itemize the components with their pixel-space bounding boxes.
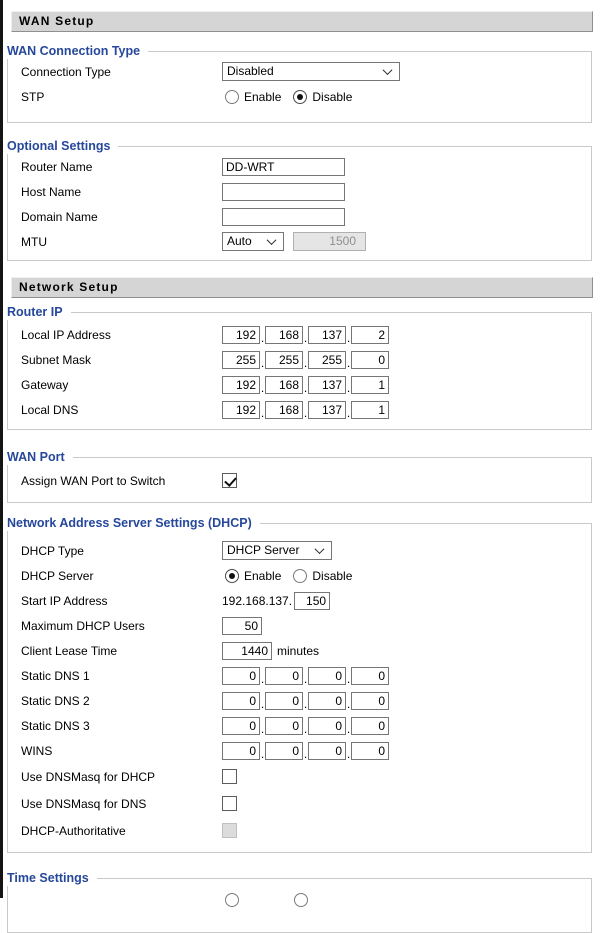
octet-separator: .	[303, 696, 308, 711]
octet-separator: .	[303, 380, 308, 395]
field-label: DHCP Server	[21, 568, 94, 583]
field-label: Connection Type	[21, 64, 111, 79]
ip-octet-input[interactable]	[308, 667, 346, 685]
ip-octet-input[interactable]	[308, 401, 346, 419]
ip-octet-input[interactable]	[222, 692, 260, 710]
ip-octet-input[interactable]	[222, 667, 260, 685]
field-row-static-dns-1	[8, 663, 591, 688]
field-row-dnsmasq-dhcp	[8, 763, 591, 790]
octet-separator: .	[303, 330, 308, 345]
field-label: Client Lease Time	[21, 643, 118, 658]
field-label: Maximum DHCP Users	[21, 618, 145, 633]
octet-separator: .	[346, 721, 351, 736]
field-row-mtu	[8, 229, 591, 254]
field-row-domain-name	[8, 204, 591, 229]
dhcp-server-disable-radio[interactable]	[293, 569, 307, 583]
octet-separator: .	[260, 355, 265, 370]
ip-octet-input[interactable]	[265, 326, 303, 344]
field-row-time-partial	[8, 887, 591, 912]
ip-octet-input[interactable]	[265, 742, 303, 760]
select-value: Disabled	[227, 64, 274, 78]
field-row-dhcp-server	[8, 563, 591, 588]
ip-octet-input[interactable]	[265, 376, 303, 394]
dhcp-type-select[interactable]	[222, 541, 332, 560]
ip-octet-input[interactable]	[265, 351, 303, 369]
ip-octet-input[interactable]	[351, 351, 389, 369]
field-row-local-ip	[8, 322, 591, 347]
octet-separator: .	[346, 671, 351, 686]
field-label: Host Name	[21, 184, 82, 199]
ip-octet-input[interactable]	[351, 401, 389, 419]
chevron-down-icon	[268, 238, 275, 245]
radio-label: Disable	[312, 89, 353, 104]
field-label: Static DNS 3	[21, 718, 90, 733]
lease-unit-label: minutes	[277, 643, 320, 658]
group-legend: Router IP	[7, 305, 71, 320]
section-header-wan-setup: WAN Setup	[11, 11, 593, 32]
ip-octet-input[interactable]	[265, 692, 303, 710]
field-row-assign-wan-port	[8, 468, 591, 493]
field-row-router-name	[8, 154, 591, 179]
octet-separator: .	[260, 721, 265, 736]
stp-enable-radio[interactable]	[225, 90, 239, 104]
field-row-stp	[8, 84, 591, 109]
field-label: Local IP Address	[21, 327, 111, 342]
field-label: Assign WAN Port to Switch	[21, 473, 166, 488]
section-header-network-setup: Network Setup	[11, 277, 593, 298]
ip-octet-input[interactable]	[265, 401, 303, 419]
group-wan-connection-type	[7, 44, 592, 123]
dhcp-server-enable-radio[interactable]	[225, 569, 239, 583]
octet-separator: .	[346, 746, 351, 761]
field-row-wins	[8, 738, 591, 763]
field-label: Router Name	[21, 159, 93, 174]
mtu-select[interactable]	[222, 232, 284, 251]
mtu-value-input: 1500	[293, 232, 366, 251]
field-label: DHCP Type	[21, 543, 84, 558]
field-row-dhcp-authoritative	[8, 817, 591, 844]
field-row-connection-type	[8, 59, 591, 84]
octet-separator: .	[303, 746, 308, 761]
field-label: Use DNSMasq for DNS	[21, 796, 147, 811]
octet-separator: .	[346, 405, 351, 420]
octet-separator: .	[303, 355, 308, 370]
group-legend: Optional Settings	[7, 139, 118, 154]
octet-separator: .	[260, 405, 265, 420]
field-row-dnsmasq-dns	[8, 790, 591, 817]
octet-separator: .	[260, 671, 265, 686]
field-label: Static DNS 1	[21, 668, 90, 683]
field-label: DHCP-Authoritative	[21, 823, 126, 838]
radio-label: Disable	[312, 568, 353, 583]
ip-octet-input[interactable]	[351, 667, 389, 685]
octet-separator: .	[303, 721, 308, 736]
field-label: Use DNSMasq for DHCP	[21, 769, 156, 784]
ip-octet-input[interactable]	[351, 692, 389, 710]
stp-radio-group	[225, 90, 364, 104]
ip-octet-input[interactable]	[351, 326, 389, 344]
group-wan-port	[7, 450, 592, 503]
dhcp-server-radio-group	[225, 569, 364, 583]
octet-separator: .	[260, 746, 265, 761]
octet-separator: .	[346, 696, 351, 711]
group-optional-settings	[7, 139, 592, 261]
field-row-dhcp-type	[8, 538, 591, 563]
dnsmasq-dhcp-checkbox[interactable]	[222, 769, 237, 784]
field-row-host-name	[8, 179, 591, 204]
field-row-start-ip	[8, 588, 591, 613]
group-router-ip	[7, 305, 592, 430]
chevron-down-icon	[316, 547, 323, 554]
ip-octet-input[interactable]	[308, 692, 346, 710]
client-lease-time-input[interactable]	[222, 642, 272, 660]
stp-disable-radio[interactable]	[293, 90, 307, 104]
ip-octet-input[interactable]	[351, 717, 389, 735]
dnsmasq-dns-checkbox[interactable]	[222, 796, 237, 811]
octet-separator: .	[346, 355, 351, 370]
field-row-gateway	[8, 372, 591, 397]
dhcp-authoritative-checkbox	[222, 823, 237, 838]
field-label: Gateway	[21, 377, 69, 392]
octet-separator: .	[303, 405, 308, 420]
ip-octet-input[interactable]	[308, 717, 346, 735]
ip-octet-input[interactable]	[222, 401, 260, 419]
ip-octet-input[interactable]	[351, 376, 389, 394]
start-ip-input[interactable]	[294, 592, 330, 610]
ip-octet-input[interactable]	[222, 351, 260, 369]
octet-separator: .	[260, 696, 265, 711]
field-row-local-dns	[8, 397, 591, 422]
octet-separator: .	[346, 330, 351, 345]
field-row-client-lease	[8, 638, 591, 663]
field-row-static-dns-2	[8, 688, 591, 713]
host-name-input[interactable]	[222, 183, 345, 201]
radio-label: Enable	[244, 89, 282, 104]
ip-octet-input[interactable]	[265, 667, 303, 685]
ip-octet-input[interactable]	[308, 326, 346, 344]
domain-name-input[interactable]	[222, 208, 345, 226]
assign-wan-port-checkbox[interactable]	[222, 473, 237, 488]
group-legend: WAN Connection Type	[7, 44, 148, 59]
start-ip-prefix: 192.168.137.	[222, 593, 293, 608]
ip-octet-input[interactable]	[222, 742, 260, 760]
field-label: MTU	[21, 234, 47, 249]
field-label: Local DNS	[21, 402, 79, 417]
field-label: Subnet Mask	[21, 352, 92, 367]
field-row-static-dns-3	[8, 713, 591, 738]
group-dhcp-settings	[7, 516, 592, 853]
field-label: STP	[21, 89, 45, 104]
router-name-input[interactable]	[222, 158, 345, 176]
octet-separator: .	[303, 671, 308, 686]
field-label: WINS	[21, 743, 53, 758]
max-dhcp-users-input[interactable]	[222, 617, 262, 635]
octet-separator: .	[260, 380, 265, 395]
ip-octet-input[interactable]	[308, 742, 346, 760]
field-label: Static DNS 2	[21, 693, 90, 708]
group-legend: Network Address Server Settings (DHCP)	[7, 516, 260, 531]
ip-octet-input[interactable]	[308, 351, 346, 369]
field-label: Start IP Address	[21, 593, 108, 608]
ip-octet-input[interactable]	[351, 742, 389, 760]
group-legend: WAN Port	[7, 450, 73, 465]
field-row-subnet-mask	[8, 347, 591, 372]
ip-octet-input[interactable]	[222, 326, 260, 344]
time-option-radio-2[interactable]	[294, 893, 308, 907]
ip-octet-input[interactable]	[222, 376, 260, 394]
field-row-max-dhcp-users	[8, 613, 591, 638]
octet-separator: .	[260, 330, 265, 345]
group-legend: Time Settings	[7, 871, 97, 886]
field-label: Domain Name	[21, 209, 98, 224]
chevron-down-icon	[384, 68, 391, 75]
octet-separator: .	[346, 380, 351, 395]
select-value: DHCP Server	[227, 543, 300, 557]
ip-octet-input[interactable]	[265, 717, 303, 735]
time-option-radio-1[interactable]	[225, 893, 239, 907]
time-radio-group	[225, 893, 308, 907]
connection-type-select[interactable]	[222, 62, 400, 81]
select-value: Auto	[227, 234, 252, 248]
group-time-settings	[7, 871, 592, 933]
ip-octet-input[interactable]	[222, 717, 260, 735]
ip-octet-input[interactable]	[308, 376, 346, 394]
radio-label: Enable	[244, 568, 282, 583]
